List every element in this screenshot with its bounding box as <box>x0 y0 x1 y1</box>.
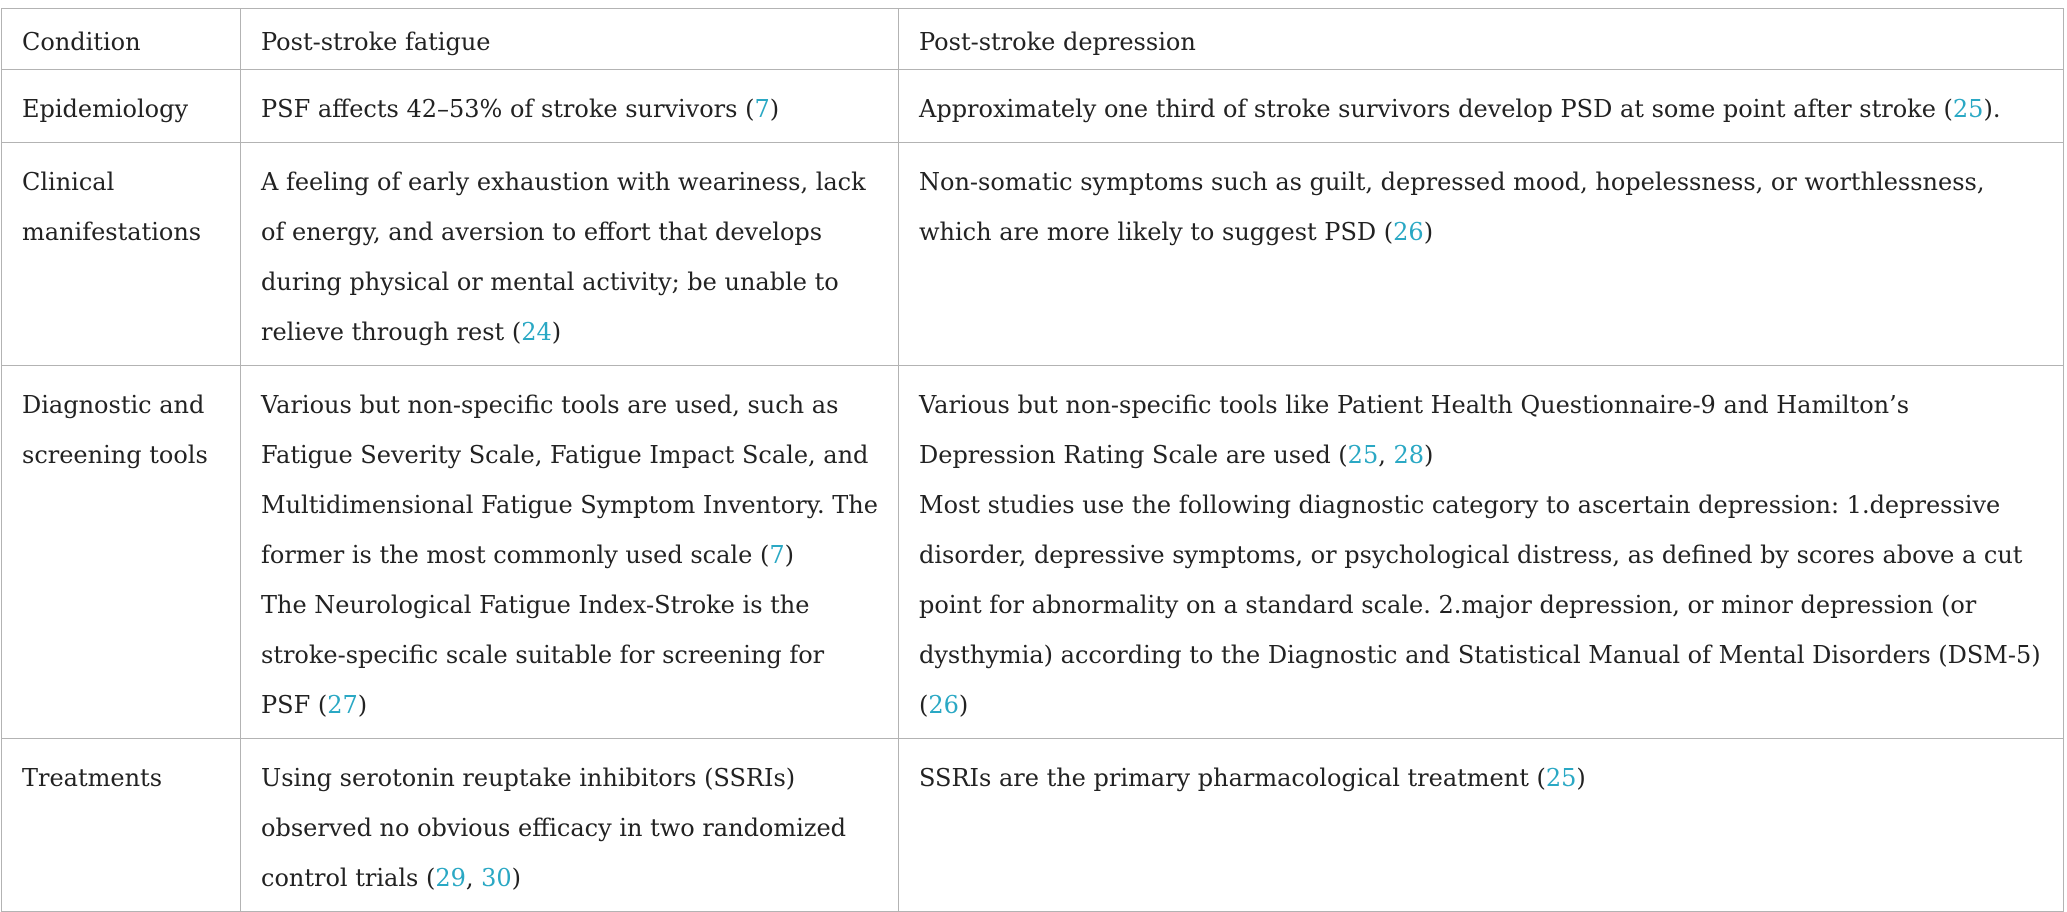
cell-text-end: ) <box>1576 764 1586 792</box>
citation-separator: , <box>1378 441 1394 469</box>
cell-text-end: ) <box>1424 441 1434 469</box>
citation-group <box>327 691 358 719</box>
citation-link[interactable]: 30 <box>481 864 512 892</box>
cell-text-end: ) <box>1423 218 1434 246</box>
citation-link[interactable]: 29 <box>435 864 466 892</box>
table-row-treatments <box>2 739 2064 912</box>
cell-paragraph <box>261 580 878 730</box>
citation-group <box>769 541 784 569</box>
cell-text: PSF affects 42–53% of stroke survivors ( <box>261 95 755 123</box>
table-row-diagnostic-tools <box>2 366 2064 739</box>
psf-cell <box>241 143 899 366</box>
cell-text-end: ) <box>511 864 522 892</box>
row-label: Epidemiology <box>2 70 241 143</box>
cell-text: The Neurological Fatigue Index-Stroke is the stroke-specific scale suitable for screening for PSF ( <box>261 591 825 719</box>
citation-separator: , <box>465 864 482 892</box>
citation-link[interactable]: 27 <box>327 691 358 719</box>
cell-paragraph <box>919 480 2043 730</box>
cell-paragraph <box>261 380 878 580</box>
cell-text-end: ). <box>1983 95 2001 123</box>
row-label: Diagnostic and screening tools <box>2 366 241 739</box>
cell-paragraph <box>919 380 2043 480</box>
cell-text: Various but non-specific tools are used, such as Fatigue Severity Scale, Fatigue Impact Scale, and Multidimensional Fatigue Symptom Inventory. The former is the most commonly used scale ( <box>261 391 878 569</box>
psd-cell <box>899 739 2064 912</box>
row-label: Treatments <box>2 739 241 912</box>
citation-group <box>928 691 959 719</box>
comparison-table <box>1 8 2064 912</box>
citation-group <box>435 864 511 892</box>
header-condition: Condition <box>2 9 241 70</box>
citation-link[interactable]: 25 <box>1952 95 1984 123</box>
psf-cell <box>241 366 899 739</box>
psf-cell <box>241 70 899 143</box>
cell-text: Most studies use the following diagnostic category to ascertain depression: 1.depressive disorder, depressive symptoms, or psychological distress, as defined by scores above a cut point for abnormality on a standard scale. 2.major depression, or minor depression (or dysthymia) according to the Diagnostic and Statistical Manual of Mental Disorders (DSM-5) ( <box>919 491 2041 719</box>
citation-link[interactable]: 26 <box>1393 218 1424 246</box>
cell-text-end: ) <box>357 691 368 719</box>
cell-text: Non-somatic symptoms such as guilt, depressed mood, hopelessness, or worthlessness, which are more likely to suggest PSD ( <box>919 168 1985 246</box>
citation-link[interactable]: 7 <box>754 95 770 123</box>
psd-cell <box>899 143 2064 366</box>
citation-link[interactable]: 25 <box>1347 441 1379 469</box>
citation-link[interactable]: 7 <box>769 541 785 569</box>
cell-text-end: ) <box>958 691 969 719</box>
cell-text: A feeling of early exhaustion with weariness, lack of energy, and aversion to effort that develops during physical or mental activity; be unable to relieve through rest ( <box>261 168 866 346</box>
psd-cell <box>899 70 2064 143</box>
citation-group <box>1393 218 1424 246</box>
citation-group <box>1348 441 1424 469</box>
citation-group <box>521 318 552 346</box>
cell-text: Using serotonin reuptake inhibitors (SSRIs) observed no obvious efficacy in two randomized control trials ( <box>261 764 847 892</box>
row-label: Clinical manifestations <box>2 143 241 366</box>
table-header-row <box>2 9 2064 70</box>
table-row-clinical-manifestations <box>2 143 2064 366</box>
header-post-stroke-depression: Post-stroke depression <box>899 9 2064 70</box>
citation-link[interactable]: 25 <box>1545 764 1577 792</box>
citation-group <box>1953 95 1984 123</box>
psd-cell <box>899 366 2064 739</box>
psf-cell <box>241 739 899 912</box>
citation-link[interactable]: 24 <box>521 318 552 346</box>
cell-text: SSRIs are the primary pharmacological treatment ( <box>919 764 1546 792</box>
citation-group <box>1546 764 1577 792</box>
cell-text-end: ) <box>769 95 780 123</box>
table-row-epidemiology <box>2 70 2064 143</box>
citation-link[interactable]: 28 <box>1393 441 1425 469</box>
cell-text-end: ) <box>784 541 794 569</box>
cell-text: Various but non-specific tools like Patient Health Questionnaire-9 and Hamilton’s Depression Rating Scale are used ( <box>919 391 1910 469</box>
cell-text: Approximately one third of stroke survivors develop PSD at some point after stroke ( <box>919 95 1953 123</box>
citation-group <box>754 95 769 123</box>
citation-link[interactable]: 26 <box>928 691 959 719</box>
cell-text-end: ) <box>551 318 562 346</box>
header-post-stroke-fatigue: Post-stroke fatigue <box>241 9 899 70</box>
